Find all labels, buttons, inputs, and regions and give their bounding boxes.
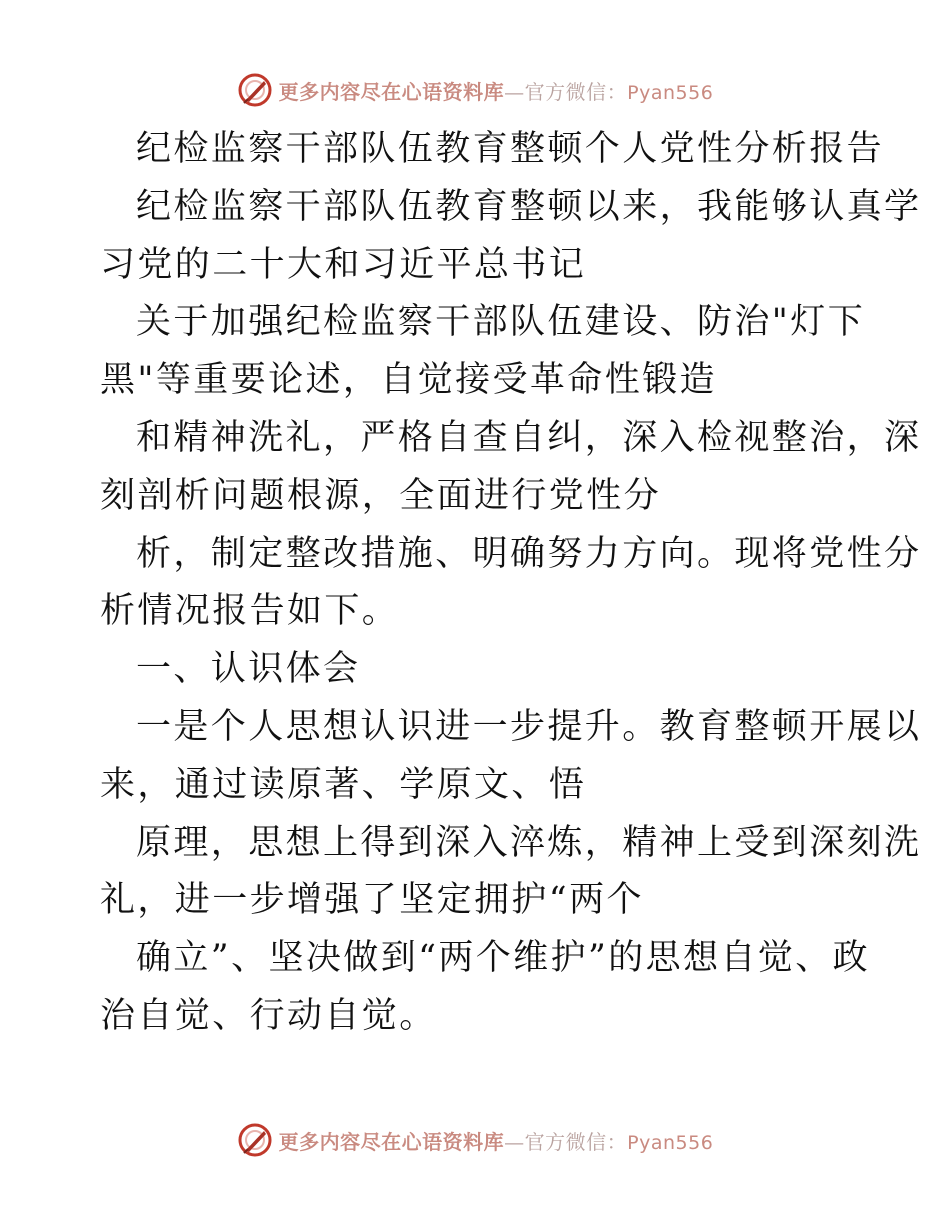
document-body	[100, 121, 922, 1046]
text-line: 黑"等重要论述，自觉接受革命性锻造	[100, 360, 717, 401]
text-line: 礼，进一步增强了坚定拥护“两个	[100, 880, 644, 921]
text-line: 刻剖析问题根源，全面进行党性分	[100, 475, 662, 516]
watermark-dash: —	[504, 1129, 525, 1154]
text-line: 关于加强纪检监察干部队伍建设、防治"灯下	[136, 302, 866, 343]
watermark-wechat-id: Pyan556	[627, 1131, 714, 1154]
text-line: 确立”、坚决做到“两个维护”的思想自觉、政	[136, 938, 871, 979]
quill-logo-icon	[237, 72, 273, 108]
quill-logo-icon	[237, 1122, 273, 1158]
text-line: 析，制定整改措施、明确努力方向。现将党性分	[136, 533, 922, 574]
text-line: 习党的二十大和习近平总书记	[100, 244, 587, 285]
watermark-wechat-label: 官方微信：	[524, 1129, 628, 1154]
text-line: 纪检监察干部队伍教育整顿以来，我能够认真学	[136, 186, 922, 227]
text-line: 析情况报告如下。	[100, 591, 400, 632]
header-watermark-banner	[0, 70, 950, 110]
watermark-dash: —	[504, 79, 525, 104]
watermark-text	[279, 76, 714, 105]
text-line: 一是个人思想认识进一步提升。教育整顿开展以	[136, 706, 922, 747]
watermark-wechat-label: 官方微信：	[524, 79, 628, 104]
text-line: 和精神洗礼，严格自查自纠，深入检视整治，深	[136, 417, 922, 458]
footer-watermark-banner	[0, 1120, 950, 1160]
section-heading: 一、认识体会	[136, 649, 361, 690]
document-title: 纪检监察干部队伍教育整顿个人党性分析报告	[136, 129, 885, 169]
text-line: 治自觉、行动自觉。	[100, 995, 437, 1036]
text-line: 来，通过读原著、学原文、悟	[100, 764, 587, 805]
watermark-main-text: 更多内容尽在心语资料库	[278, 79, 505, 104]
watermark-wechat-id: Pyan556	[627, 81, 714, 104]
watermark-main-text: 更多内容尽在心语资料库	[278, 1129, 505, 1154]
text-line: 原理，思想上得到深入淬炼，精神上受到深刻洗	[136, 822, 922, 863]
watermark-text	[279, 1126, 714, 1155]
